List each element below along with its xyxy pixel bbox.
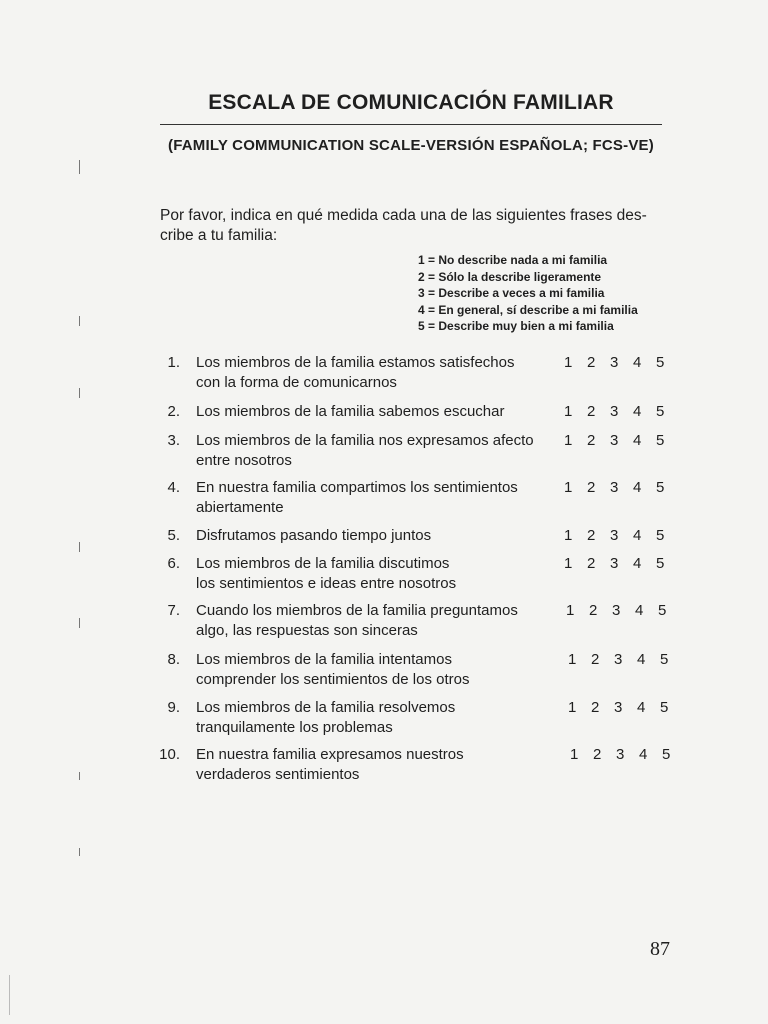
rating-option[interactable]: 1 <box>564 403 573 420</box>
item-number: 8. <box>167 651 180 668</box>
rating-options <box>568 650 683 670</box>
rating-option[interactable]: 5 <box>656 527 665 544</box>
questionnaire-item <box>160 601 690 645</box>
page-number: 87 <box>650 938 670 960</box>
page-title: ESCALA DE COMUNICACIÓN FAMILIAR <box>208 91 614 114</box>
item-text-line: Los miembros de la familia nos expresamos afecto <box>196 432 534 449</box>
rating-option[interactable]: 4 <box>633 555 642 572</box>
item-text <box>196 650 546 690</box>
rating-option[interactable]: 5 <box>658 602 667 619</box>
questionnaire-item <box>160 353 690 397</box>
rating-option[interactable]: 1 <box>564 354 573 371</box>
rating-options <box>570 745 685 765</box>
rating-option[interactable]: 4 <box>633 403 642 420</box>
item-text <box>196 402 546 422</box>
rating-option[interactable]: 2 <box>589 602 598 619</box>
rating-option[interactable]: 2 <box>587 403 596 420</box>
item-number: 5. <box>167 527 180 544</box>
scan-margin-mark <box>79 618 80 628</box>
rating-option[interactable]: 5 <box>662 746 671 763</box>
legend-entry: 1 = No describe nada a mi familia <box>418 253 608 267</box>
item-text-line: Los miembros de la familia intentamos <box>196 651 452 668</box>
rating-options <box>564 554 679 574</box>
rating-option[interactable]: 4 <box>639 746 648 763</box>
item-text <box>196 554 546 594</box>
rating-option[interactable]: 3 <box>610 403 619 420</box>
rating-option[interactable]: 3 <box>614 699 623 716</box>
item-text-line: verdaderos sentimientos <box>196 766 360 783</box>
rating-option[interactable]: 5 <box>660 651 669 668</box>
instructions-line: Por favor, indica en qué medida cada una de las siguientes frases des- <box>160 207 647 224</box>
item-text <box>196 526 546 546</box>
scan-margin-mark <box>79 848 80 856</box>
legend-entry: 3 = Describe a veces a mi familia <box>418 286 605 300</box>
title-underline <box>160 124 662 125</box>
rating-options <box>564 526 679 546</box>
rating-option[interactable]: 2 <box>591 699 600 716</box>
rating-option[interactable]: 3 <box>610 354 619 371</box>
item-text-line: Los miembros de la familia sabemos escuchar <box>196 403 505 420</box>
scan-margin-mark <box>79 160 80 174</box>
scan-margin-mark <box>79 316 80 326</box>
item-text-line: abiertamente <box>196 499 284 516</box>
item-number: 4. <box>167 479 180 496</box>
rating-option[interactable]: 3 <box>610 479 619 496</box>
item-text <box>196 601 546 641</box>
item-text-line: Disfrutamos pasando tiempo juntos <box>196 527 432 544</box>
rating-option[interactable]: 3 <box>610 432 619 449</box>
item-text-line: Los miembros de la familia estamos satisfechos <box>196 354 515 371</box>
rating-option[interactable]: 4 <box>635 602 644 619</box>
item-text-line: los sentimientos e ideas entre nosotros <box>196 575 457 592</box>
instructions <box>160 206 670 246</box>
rating-option[interactable]: 2 <box>593 746 602 763</box>
rating-options <box>568 698 683 718</box>
item-number: 7. <box>167 602 180 619</box>
rating-option[interactable]: 4 <box>633 354 642 371</box>
item-text-line: tranquilamente los problemas <box>196 719 393 736</box>
rating-options <box>564 431 679 451</box>
rating-legend <box>418 252 638 335</box>
rating-option[interactable]: 4 <box>633 479 642 496</box>
item-number: 2. <box>167 403 180 420</box>
rating-option[interactable]: 1 <box>570 746 579 763</box>
item-number: 10. <box>159 746 180 763</box>
rating-option[interactable]: 3 <box>610 555 619 572</box>
rating-option[interactable]: 4 <box>637 651 646 668</box>
item-text <box>196 745 546 785</box>
rating-option[interactable]: 1 <box>568 651 577 668</box>
rating-option[interactable]: 3 <box>614 651 623 668</box>
rating-option[interactable]: 1 <box>568 699 577 716</box>
rating-options <box>564 402 679 422</box>
item-text-line: algo, las respuestas son sinceras <box>196 622 418 639</box>
item-text <box>196 478 546 518</box>
rating-option[interactable]: 5 <box>660 699 669 716</box>
item-number: 1. <box>167 354 180 371</box>
rating-option[interactable]: 5 <box>656 432 665 449</box>
rating-options <box>564 353 679 373</box>
rating-option[interactable]: 1 <box>564 527 573 544</box>
item-text-line: En nuestra familia compartimos los sentimientos <box>196 479 518 496</box>
rating-options <box>566 601 681 621</box>
item-text <box>196 431 546 471</box>
rating-option[interactable]: 5 <box>656 555 665 572</box>
questionnaire-item <box>160 554 690 598</box>
item-text <box>196 698 546 738</box>
rating-option[interactable]: 5 <box>656 403 665 420</box>
rating-option[interactable]: 3 <box>616 746 625 763</box>
scan-edge-line <box>9 975 10 1015</box>
instructions-line: cribe a tu familia: <box>160 227 278 244</box>
item-text <box>196 353 546 393</box>
rating-option[interactable]: 2 <box>587 354 596 371</box>
rating-option[interactable]: 4 <box>637 699 646 716</box>
page-subtitle: (FAMILY COMMUNICATION SCALE-VERSIÓN ESPAÑOLA; FCS-VE) <box>168 137 654 154</box>
item-text-line: comprender los sentimientos de los otros <box>196 671 470 688</box>
questionnaire-item <box>160 650 690 694</box>
questionnaire-item <box>160 745 690 789</box>
rating-option[interactable]: 2 <box>587 555 596 572</box>
item-number: 9. <box>167 699 180 716</box>
item-text-line: Los miembros de la familia resolvemos <box>196 699 456 716</box>
scan-margin-mark <box>79 542 80 552</box>
item-text-line: Los miembros de la familia discutimos <box>196 555 450 572</box>
rating-option[interactable]: 5 <box>656 354 665 371</box>
rating-options <box>564 478 679 498</box>
rating-option[interactable]: 4 <box>633 432 642 449</box>
rating-option[interactable]: 3 <box>610 527 619 544</box>
questionnaire-item <box>160 478 690 522</box>
scan-margin-mark <box>79 388 80 398</box>
item-number: 6. <box>167 555 180 572</box>
legend-entry: 4 = En general, sí describe a mi familia <box>418 302 638 317</box>
rating-option[interactable]: 1 <box>566 602 575 619</box>
scan-margin-mark <box>79 772 80 780</box>
rating-option[interactable]: 2 <box>587 432 596 449</box>
item-text-line: entre nosotros <box>196 452 292 469</box>
rating-option[interactable]: 5 <box>656 479 665 496</box>
item-text-line: En nuestra familia expresamos nuestros <box>196 746 464 763</box>
rating-option[interactable]: 3 <box>612 602 621 619</box>
rating-option[interactable]: 2 <box>587 527 596 544</box>
legend-entry: 2 = Sólo la describe ligeramente <box>418 269 602 284</box>
questionnaire-item <box>160 431 690 475</box>
rating-option[interactable]: 1 <box>564 555 573 572</box>
rating-option[interactable]: 1 <box>564 479 573 496</box>
rating-option[interactable]: 1 <box>564 432 573 449</box>
rating-option[interactable]: 4 <box>633 527 642 544</box>
questionnaire-item <box>160 698 690 742</box>
legend-entry: 5 = Describe muy bien a mi familia <box>418 319 614 333</box>
item-text-line: con la forma de comunicarnos <box>196 374 397 391</box>
rating-option[interactable]: 2 <box>591 651 600 668</box>
rating-option[interactable]: 2 <box>587 479 596 496</box>
item-number: 3. <box>167 432 180 449</box>
item-text-line: Cuando los miembros de la familia preguntamos <box>196 602 518 619</box>
